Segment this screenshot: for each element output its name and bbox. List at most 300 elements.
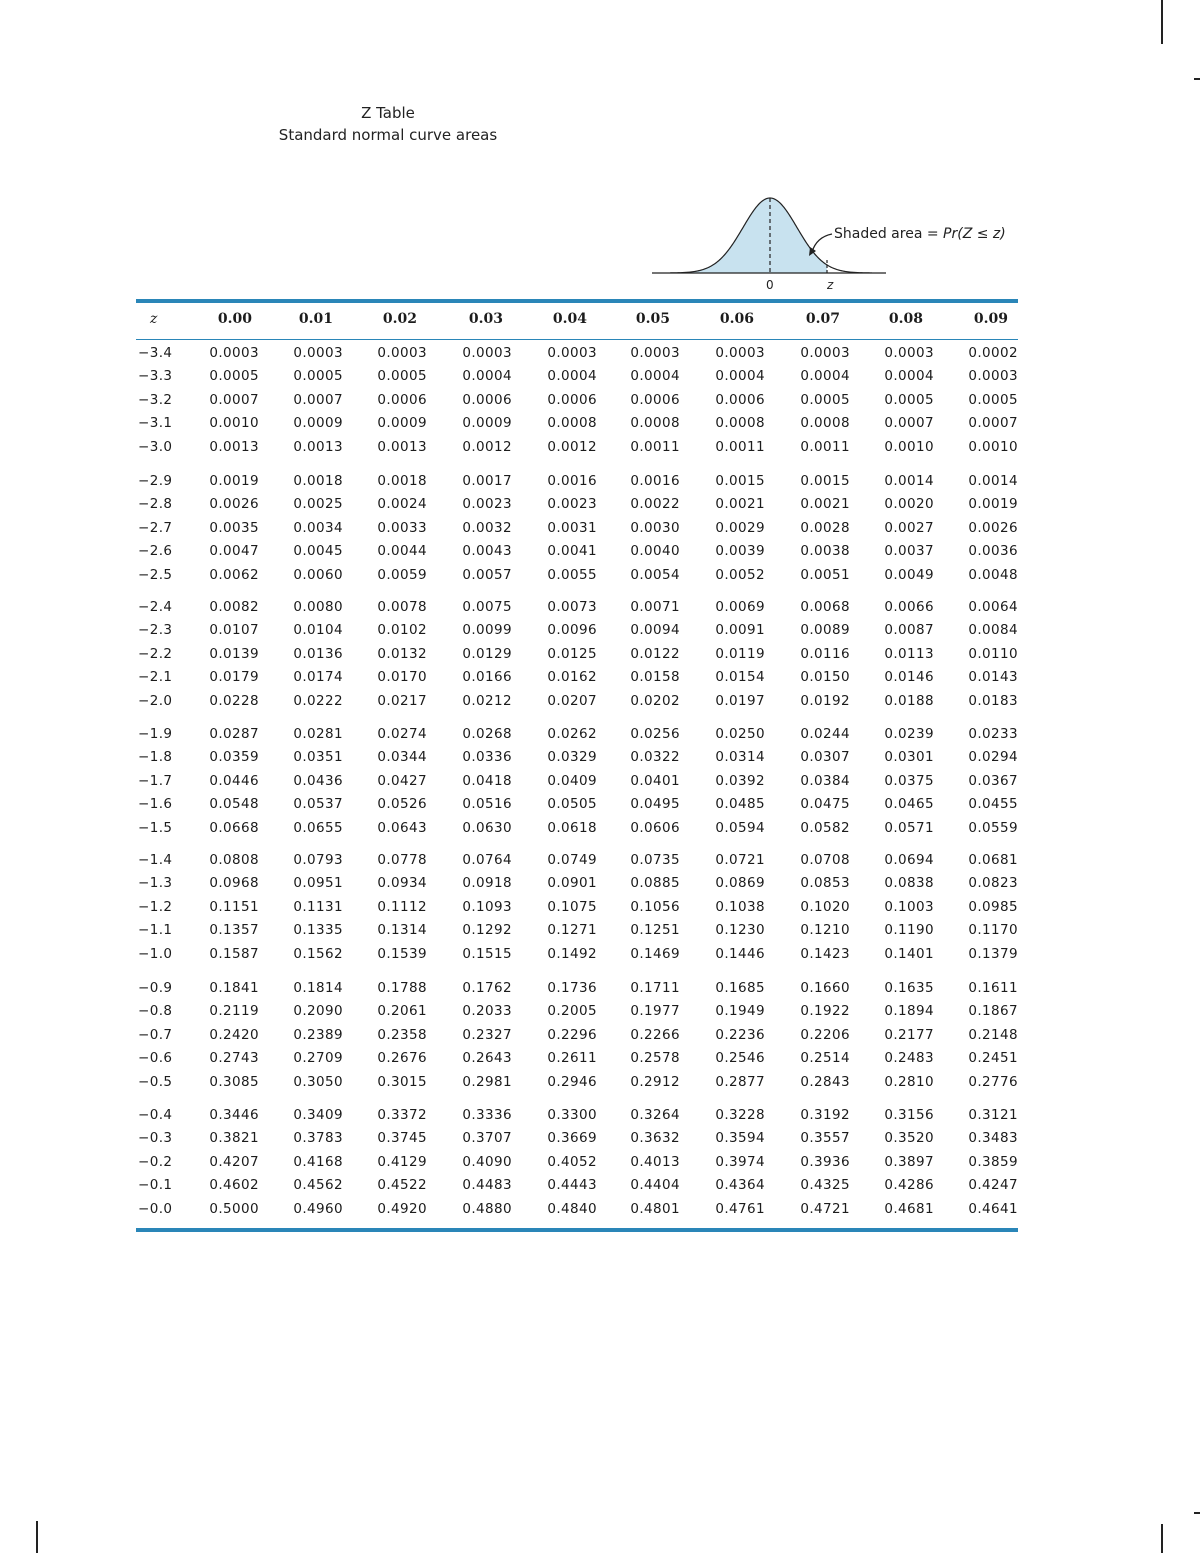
probability-cell: 0.1151	[209, 898, 259, 915]
shaded-area-label	[834, 226, 1006, 242]
probability-cell: 0.1977	[630, 1003, 680, 1020]
column-header: 0.06	[719, 311, 754, 327]
z-value-cell: −1.9	[138, 726, 173, 742]
z-value-cell: −1.0	[138, 945, 173, 962]
probability-cell: 0.0166	[462, 669, 512, 686]
column-header: 0.07	[805, 311, 840, 327]
probability-cell: 0.4880	[462, 1200, 512, 1217]
probability-cell: 0.0643	[377, 819, 427, 836]
probability-cell: 0.0094	[630, 622, 680, 639]
probability-cell: 0.0045	[293, 543, 343, 560]
probability-cell: 0.0375	[884, 772, 934, 789]
z-value-cell: −0.0	[138, 1200, 173, 1217]
probability-cell: 0.0051	[800, 566, 850, 583]
probability-cell: 0.0004	[715, 368, 765, 385]
probability-cell: 0.3372	[377, 1107, 427, 1123]
z-value-cell: −0.7	[138, 1026, 173, 1043]
z-value-cell: −2.2	[138, 645, 173, 662]
probability-cell: 0.0951	[293, 875, 343, 892]
probability-cell: 0.0764	[462, 852, 512, 868]
probability-cell: 0.4364	[715, 1177, 765, 1194]
probability-cell: 0.2266	[630, 1026, 680, 1043]
probability-cell: 0.0049	[884, 566, 934, 583]
probability-cell: 0.4840	[547, 1200, 597, 1217]
table-row	[0, 567, 1200, 589]
z-value-cell: −0.2	[138, 1153, 173, 1170]
z-value-cell: −0.6	[138, 1050, 173, 1067]
probability-cell: 0.0838	[884, 875, 934, 892]
table-row	[0, 622, 1200, 644]
z-value-cell: −0.3	[138, 1130, 173, 1147]
probability-cell: 0.2327	[462, 1026, 512, 1043]
probability-cell: 0.2514	[800, 1050, 850, 1067]
probability-cell: 0.1469	[630, 945, 680, 962]
probability-cell: 0.0170	[377, 669, 427, 686]
probability-cell: 0.0606	[630, 819, 680, 836]
probability-cell: 0.2033	[462, 1003, 512, 1020]
probability-cell: 0.0003	[462, 345, 512, 361]
probability-cell: 0.0023	[547, 496, 597, 513]
probability-cell: 0.3557	[800, 1130, 850, 1147]
probability-cell: 0.0409	[547, 772, 597, 789]
probability-cell: 0.1867	[968, 1003, 1018, 1020]
probability-cell: 0.0017	[462, 473, 512, 489]
probability-cell: 0.0075	[462, 599, 512, 615]
probability-cell: 0.0197	[715, 692, 765, 709]
probability-cell: 0.0475	[800, 796, 850, 813]
table-row	[0, 1027, 1200, 1049]
probability-cell: 0.0708	[800, 852, 850, 868]
probability-cell: 0.3192	[800, 1107, 850, 1123]
probability-cell: 0.0008	[715, 415, 765, 432]
probability-cell: 0.0129	[462, 645, 512, 662]
probability-cell: 0.1190	[884, 922, 934, 939]
table-header-rule	[136, 339, 1018, 340]
probability-cell: 0.0005	[968, 391, 1018, 408]
probability-cell: 0.2946	[547, 1073, 597, 1090]
probability-cell: 0.0694	[884, 852, 934, 868]
probability-cell: 0.0084	[968, 622, 1018, 639]
shaded-area	[670, 198, 827, 273]
table-row	[0, 922, 1200, 944]
probability-cell: 0.0003	[884, 345, 934, 361]
probability-cell: 0.0066	[884, 599, 934, 615]
probability-cell: 0.0025	[293, 496, 343, 513]
probability-cell: 0.1492	[547, 945, 597, 962]
table-row	[0, 496, 1200, 518]
table-row	[0, 773, 1200, 795]
probability-cell: 0.0110	[968, 645, 1018, 662]
column-header: 0.01	[298, 311, 333, 327]
probability-cell: 0.0013	[293, 438, 343, 455]
page-title: Z Table	[361, 104, 415, 122]
probability-cell: 0.0104	[293, 622, 343, 639]
probability-cell: 0.4404	[630, 1177, 680, 1194]
probability-cell: 0.2451	[968, 1050, 1018, 1067]
probability-cell: 0.0003	[715, 345, 765, 361]
probability-cell: 0.0132	[377, 645, 427, 662]
probability-cell: 0.0004	[547, 368, 597, 385]
probability-cell: 0.3085	[209, 1073, 259, 1090]
probability-cell: 0.0174	[293, 669, 343, 686]
crop-mark-right-lower	[1194, 1512, 1200, 1514]
probability-cell: 0.1056	[630, 898, 680, 915]
probability-cell: 0.4013	[630, 1153, 680, 1170]
probability-cell: 0.1515	[462, 945, 512, 962]
axis-z-label: z	[827, 278, 834, 292]
probability-cell: 0.0012	[462, 438, 512, 455]
table-row	[0, 820, 1200, 842]
probability-cell: 0.0005	[293, 368, 343, 385]
probability-cell: 0.1736	[547, 980, 597, 996]
probability-cell: 0.0143	[968, 669, 1018, 686]
probability-cell: 0.0119	[715, 645, 765, 662]
probability-cell: 0.1635	[884, 980, 934, 996]
probability-cell: 0.0012	[547, 438, 597, 455]
probability-cell: 0.1038	[715, 898, 765, 915]
table-row	[0, 726, 1200, 748]
probability-cell: 0.0526	[377, 796, 427, 813]
z-value-cell: −1.4	[138, 852, 173, 868]
probability-cell: 0.4247	[968, 1177, 1018, 1194]
probability-cell: 0.4562	[293, 1177, 343, 1194]
probability-cell: 0.0007	[884, 415, 934, 432]
z-value-cell: −3.1	[138, 415, 173, 432]
probability-cell: 0.2358	[377, 1026, 427, 1043]
probability-cell: 0.0022	[630, 496, 680, 513]
probability-cell: 0.0020	[884, 496, 934, 513]
probability-cell: 0.0031	[547, 519, 597, 536]
probability-cell: 0.1210	[800, 922, 850, 939]
z-value-cell: −2.5	[138, 566, 173, 583]
probability-cell: 0.0005	[377, 368, 427, 385]
table-row	[0, 1130, 1200, 1152]
probability-cell: 0.0036	[968, 543, 1018, 560]
probability-cell: 0.3228	[715, 1107, 765, 1123]
probability-cell: 0.0455	[968, 796, 1018, 813]
table-row	[0, 899, 1200, 921]
table-row	[0, 543, 1200, 565]
probability-cell: 0.0003	[630, 345, 680, 361]
crop-mark-right-upper	[1194, 78, 1200, 80]
probability-cell: 0.0401	[630, 772, 680, 789]
probability-cell: 0.0465	[884, 796, 934, 813]
probability-cell: 0.0582	[800, 819, 850, 836]
probability-cell: 0.2090	[293, 1003, 343, 1020]
probability-cell: 0.0078	[377, 599, 427, 615]
probability-cell: 0.0735	[630, 852, 680, 868]
probability-cell: 0.0034	[293, 519, 343, 536]
z-value-cell: −2.4	[138, 599, 173, 615]
probability-cell: 0.0057	[462, 566, 512, 583]
probability-cell: 0.0139	[209, 645, 259, 662]
probability-cell: 0.0793	[293, 852, 343, 868]
probability-cell: 0.2578	[630, 1050, 680, 1067]
probability-cell: 0.0239	[884, 726, 934, 742]
probability-cell: 0.0039	[715, 543, 765, 560]
probability-cell: 0.1075	[547, 898, 597, 915]
probability-cell: 0.0059	[377, 566, 427, 583]
table-header-row	[0, 311, 1200, 333]
probability-cell: 0.0384	[800, 772, 850, 789]
probability-cell: 0.0014	[968, 473, 1018, 489]
probability-cell: 0.4207	[209, 1153, 259, 1170]
probability-cell: 0.0359	[209, 749, 259, 766]
probability-cell: 0.3897	[884, 1153, 934, 1170]
probability-cell: 0.0125	[547, 645, 597, 662]
z-value-cell: −1.8	[138, 749, 173, 766]
probability-cell: 0.2177	[884, 1026, 934, 1043]
probability-cell: 0.0162	[547, 669, 597, 686]
probability-cell: 0.4721	[800, 1200, 850, 1217]
probability-cell: 0.0062	[209, 566, 259, 583]
probability-cell: 0.0003	[209, 345, 259, 361]
z-value-cell: −1.2	[138, 898, 173, 915]
probability-cell: 0.1271	[547, 922, 597, 939]
probability-cell: 0.0009	[377, 415, 427, 432]
probability-cell: 0.0322	[630, 749, 680, 766]
probability-cell: 0.4641	[968, 1200, 1018, 1217]
z-value-cell: −3.2	[138, 391, 173, 408]
probability-cell: 0.0392	[715, 772, 765, 789]
column-header: 0.09	[973, 311, 1008, 327]
probability-cell: 0.0655	[293, 819, 343, 836]
table-row	[0, 345, 1200, 367]
probability-cell: 0.0136	[293, 645, 343, 662]
probability-cell: 0.2709	[293, 1050, 343, 1067]
probability-cell: 0.1379	[968, 945, 1018, 962]
probability-cell: 0.0202	[630, 692, 680, 709]
table-row	[0, 599, 1200, 621]
probability-cell: 0.1562	[293, 945, 343, 962]
probability-cell: 0.1230	[715, 922, 765, 939]
probability-cell: 0.0516	[462, 796, 512, 813]
probability-cell: 0.5000	[209, 1200, 259, 1217]
probability-cell: 0.0307	[800, 749, 850, 766]
table-row	[0, 669, 1200, 691]
probability-cell: 0.0250	[715, 726, 765, 742]
probability-cell: 0.2546	[715, 1050, 765, 1067]
probability-cell: 0.0116	[800, 645, 850, 662]
probability-cell: 0.0005	[800, 391, 850, 408]
probability-cell: 0.0256	[630, 726, 680, 742]
probability-cell: 0.1762	[462, 980, 512, 996]
probability-cell: 0.0004	[462, 368, 512, 385]
probability-cell: 0.0934	[377, 875, 427, 892]
crop-mark-top-right	[1161, 0, 1163, 44]
probability-cell: 0.0013	[377, 438, 427, 455]
probability-cell: 0.2611	[547, 1050, 597, 1067]
probability-cell: 0.0630	[462, 819, 512, 836]
probability-cell: 0.2643	[462, 1050, 512, 1067]
probability-cell: 0.0015	[715, 473, 765, 489]
z-value-cell: −0.8	[138, 1003, 173, 1020]
probability-cell: 0.4920	[377, 1200, 427, 1217]
table-row	[0, 1107, 1200, 1129]
probability-cell: 0.1357	[209, 922, 259, 939]
probability-cell: 0.0006	[715, 391, 765, 408]
probability-cell: 0.0188	[884, 692, 934, 709]
table-row	[0, 796, 1200, 818]
probability-cell: 0.0192	[800, 692, 850, 709]
table-row	[0, 439, 1200, 461]
probability-cell: 0.1314	[377, 922, 427, 939]
probability-cell: 0.2877	[715, 1073, 765, 1090]
table-row	[0, 392, 1200, 414]
column-header: 0.00	[217, 311, 252, 327]
probability-cell: 0.1788	[377, 980, 427, 996]
z-value-cell: −3.0	[138, 438, 173, 455]
probability-cell: 0.4960	[293, 1200, 343, 1217]
table-row	[0, 852, 1200, 874]
probability-cell: 0.0035	[209, 519, 259, 536]
probability-cell: 0.0721	[715, 852, 765, 868]
probability-cell: 0.0559	[968, 819, 1018, 836]
probability-cell: 0.0003	[968, 368, 1018, 385]
table-row	[0, 980, 1200, 1002]
probability-cell: 0.4325	[800, 1177, 850, 1194]
probability-cell: 0.0113	[884, 645, 934, 662]
probability-cell: 0.0068	[800, 599, 850, 615]
probability-cell: 0.3594	[715, 1130, 765, 1147]
probability-cell: 0.0003	[293, 345, 343, 361]
probability-cell: 0.0869	[715, 875, 765, 892]
probability-cell: 0.0043	[462, 543, 512, 560]
probability-cell: 0.0029	[715, 519, 765, 536]
z-value-cell: −1.3	[138, 875, 173, 892]
probability-cell: 0.4443	[547, 1177, 597, 1194]
probability-cell: 0.0069	[715, 599, 765, 615]
probability-cell: 0.0071	[630, 599, 680, 615]
probability-cell: 0.0047	[209, 543, 259, 560]
table-row	[0, 693, 1200, 715]
probability-cell: 0.3264	[630, 1107, 680, 1123]
probability-cell: 0.0027	[884, 519, 934, 536]
probability-cell: 0.2981	[462, 1073, 512, 1090]
z-value-cell: −2.1	[138, 669, 173, 686]
table-row	[0, 749, 1200, 771]
probability-cell: 0.0028	[800, 519, 850, 536]
table-row	[0, 1154, 1200, 1176]
probability-cell: 0.2776	[968, 1073, 1018, 1090]
probability-cell: 0.0005	[209, 368, 259, 385]
table-row	[0, 1177, 1200, 1199]
probability-cell: 0.0018	[293, 473, 343, 489]
probability-cell: 0.0262	[547, 726, 597, 742]
probability-cell: 0.0048	[968, 566, 1018, 583]
probability-cell: 0.0008	[547, 415, 597, 432]
probability-cell: 0.0040	[630, 543, 680, 560]
probability-cell: 0.0052	[715, 566, 765, 583]
probability-cell: 0.0668	[209, 819, 259, 836]
probability-cell: 0.1685	[715, 980, 765, 996]
z-value-cell: −0.1	[138, 1177, 173, 1194]
probability-cell: 0.3821	[209, 1130, 259, 1147]
probability-cell: 0.0418	[462, 772, 512, 789]
probability-cell: 0.0019	[968, 496, 1018, 513]
probability-cell: 0.3156	[884, 1107, 934, 1123]
probability-cell: 0.0749	[547, 852, 597, 868]
axis-zero-label: 0	[766, 278, 774, 292]
probability-cell: 0.0096	[547, 622, 597, 639]
probability-cell: 0.0014	[884, 473, 934, 489]
probability-cell: 0.0212	[462, 692, 512, 709]
probability-cell: 0.3050	[293, 1073, 343, 1090]
probability-cell: 0.1423	[800, 945, 850, 962]
probability-cell: 0.0179	[209, 669, 259, 686]
probability-cell: 0.0571	[884, 819, 934, 836]
probability-cell: 0.3409	[293, 1107, 343, 1123]
probability-cell: 0.4286	[884, 1177, 934, 1194]
probability-cell: 0.0301	[884, 749, 934, 766]
probability-cell: 0.0505	[547, 796, 597, 813]
probability-cell: 0.0087	[884, 622, 934, 639]
probability-cell: 0.0016	[547, 473, 597, 489]
probability-cell: 0.2810	[884, 1073, 934, 1090]
probability-cell: 0.0158	[630, 669, 680, 686]
probability-cell: 0.0122	[630, 645, 680, 662]
probability-cell: 0.0011	[800, 438, 850, 455]
table-row	[0, 1003, 1200, 1025]
probability-cell: 0.0038	[800, 543, 850, 560]
probability-cell: 0.4761	[715, 1200, 765, 1217]
probability-cell: 0.1539	[377, 945, 427, 962]
table-row	[0, 875, 1200, 897]
z-value-cell: −0.9	[138, 980, 173, 996]
probability-cell: 0.1335	[293, 922, 343, 939]
probability-cell: 0.0010	[884, 438, 934, 455]
probability-cell: 0.0011	[715, 438, 765, 455]
probability-cell: 0.0436	[293, 772, 343, 789]
probability-cell: 0.2206	[800, 1026, 850, 1043]
probability-cell: 0.1841	[209, 980, 259, 996]
probability-cell: 0.0244	[800, 726, 850, 742]
column-header: 0.03	[468, 311, 503, 327]
z-value-cell: −1.1	[138, 922, 173, 939]
probability-cell: 0.0009	[462, 415, 512, 432]
probability-cell: 0.0006	[377, 391, 427, 408]
probability-cell: 0.0107	[209, 622, 259, 639]
probability-cell: 0.0030	[630, 519, 680, 536]
probability-cell: 0.1401	[884, 945, 934, 962]
probability-cell: 0.0485	[715, 796, 765, 813]
probability-cell: 0.0287	[209, 726, 259, 742]
probability-cell: 0.0003	[800, 345, 850, 361]
probability-cell: 0.3446	[209, 1107, 259, 1123]
probability-cell: 0.0217	[377, 692, 427, 709]
probability-cell: 0.1292	[462, 922, 512, 939]
probability-cell: 0.0023	[462, 496, 512, 513]
probability-cell: 0.0537	[293, 796, 343, 813]
probability-cell: 0.0681	[968, 852, 1018, 868]
z-value-cell: −0.4	[138, 1107, 173, 1123]
probability-cell: 0.0004	[884, 368, 934, 385]
probability-cell: 0.1170	[968, 922, 1018, 939]
probability-cell: 0.0314	[715, 749, 765, 766]
probability-cell: 0.0885	[630, 875, 680, 892]
probability-cell: 0.0037	[884, 543, 934, 560]
probability-cell: 0.0021	[715, 496, 765, 513]
probability-cell: 0.0778	[377, 852, 427, 868]
page-subtitle: Standard normal curve areas	[278, 126, 498, 144]
probability-cell: 0.0102	[377, 622, 427, 639]
probability-cell: 0.1922	[800, 1003, 850, 1020]
table-row	[0, 1201, 1200, 1223]
z-value-cell: −3.3	[138, 368, 173, 385]
probability-cell: 0.0207	[547, 692, 597, 709]
table-row	[0, 1074, 1200, 1096]
probability-cell: 0.0024	[377, 496, 427, 513]
